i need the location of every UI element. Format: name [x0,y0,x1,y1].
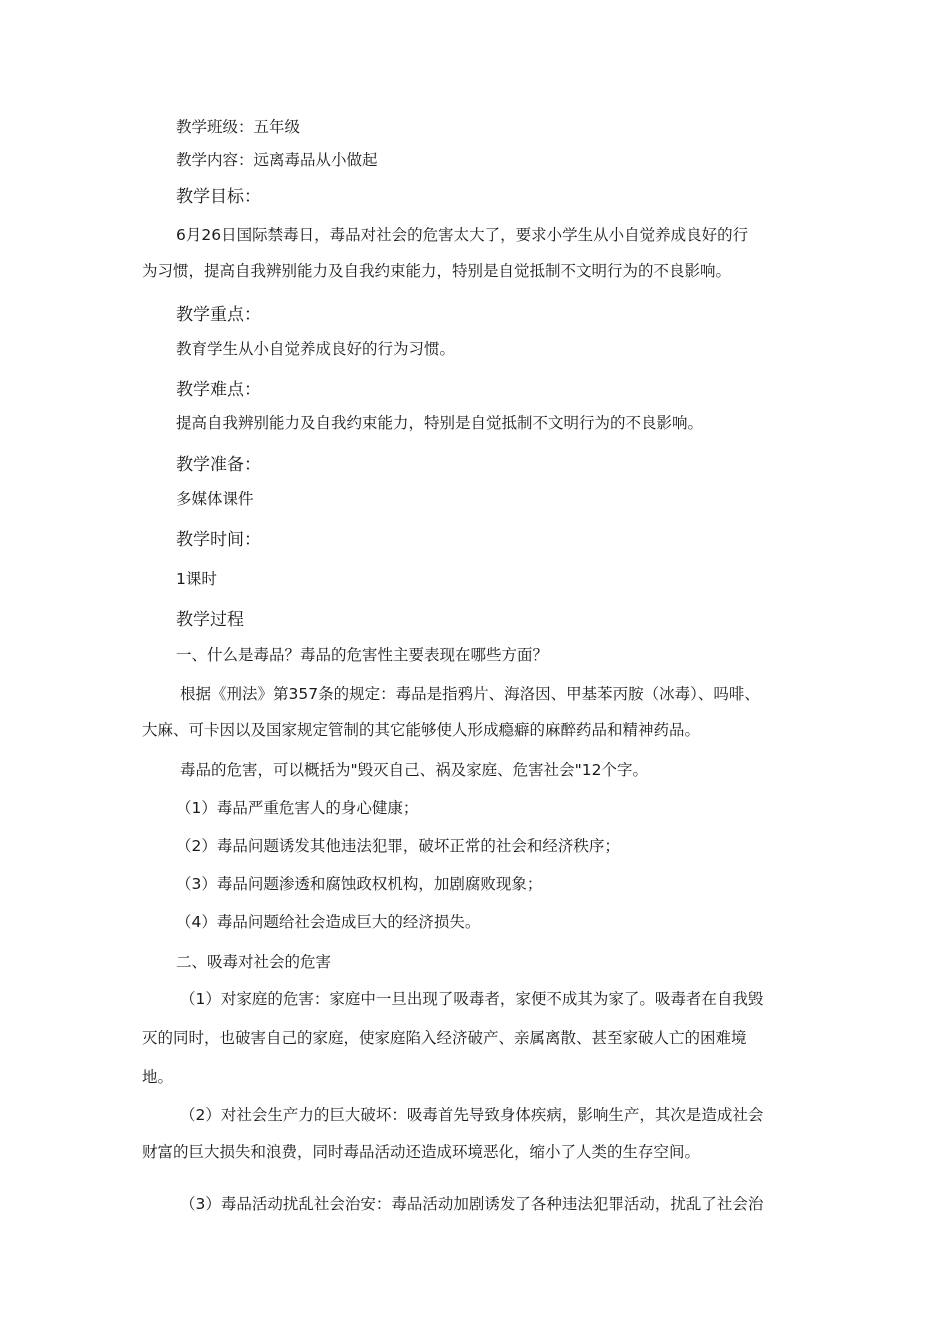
key-heading: 教学重点： [176,305,261,325]
p1-line-3: 地。 [142,1068,174,1086]
p2-line-1: （2）对社会生产力的巨大破坏：吸毒首先导致身体疾病，影响生产，其次是造成社会 [180,1106,764,1124]
key-text: 教育学生从小自觉养成良好的行为习惯。 [176,340,456,358]
goals-line-2: 为习惯，提高自我辨别能力及自我约束能力，特别是自觉抵制不文明行为的不良影响。 [142,262,732,280]
difficulty-heading: 教学难点： [176,380,261,400]
harm-item: （3）毒品问题渗透和腐蚀政权机构，加剧腐败现象； [176,875,543,893]
goals-heading: 教学目标： [176,187,261,207]
harm-item: （2）毒品问题诱发其他违法犯罪，破坏正常的社会和经济秩序； [176,837,620,855]
harm-item: （1）毒品严重危害人的身心健康； [176,799,419,817]
section1-title: 一、什么是毒品？毒品的危害性主要表现在哪些方面？ [176,646,549,664]
class-line: 教学班级：五年级 [176,118,301,136]
section2-title: 二、吸毒对社会的危害 [176,953,332,971]
prep-heading: 教学准备： [176,455,261,475]
time-heading: 教学时间： [176,530,261,550]
harm-item: （4）毒品问题给社会造成巨大的经济损失。 [176,913,481,931]
goals-line-1: 6月26日国际禁毒日，毒品对社会的危害太大了，要求小学生从小自觉养成良好的行 [176,226,749,244]
p3-line-1: （3）毒品活动扰乱社会治安：毒品活动加剧诱发了各种违法犯罪活动，扰乱了社会治 [180,1195,764,1213]
prep-text: 多媒体课件 [176,490,254,508]
difficulty-text: 提高自我辨别能力及自我约束能力，特别是自觉抵制不文明行为的不良影响。 [176,414,704,432]
p2-line-2: 财富的巨大损失和浪费，同时毒品活动还造成环境恶化，缩小了人类的生存空间。 [142,1143,701,1161]
content-line: 教学内容：远离毒品从小做起 [176,151,378,169]
law-line-1: 根据《刑法》第357条的规定：毒品是指鸦片、海洛因、甲基苯丙胺（冰毒）、吗啡、 [180,685,760,703]
law-line-2: 大麻、可卡因以及国家规定管制的其它能够使人形成瘾癖的麻醉药品和精神药品。 [142,721,701,739]
process-heading: 教学过程 [176,610,244,630]
harm-summary: 毒品的危害，可以概括为"毁灭自己、祸及家庭、危害社会"12个字。 [180,761,648,779]
p1-line-2: 灭的同时，也破害自己的家庭，使家庭陷入经济破产、亲属离散、甚至家破人亡的困难境 [142,1029,747,1047]
p1-line-1: （1）对家庭的危害：家庭中一旦出现了吸毒者，家便不成其为家了。吸毒者在自我毁 [180,990,764,1008]
time-text: 1课时 [176,570,217,588]
